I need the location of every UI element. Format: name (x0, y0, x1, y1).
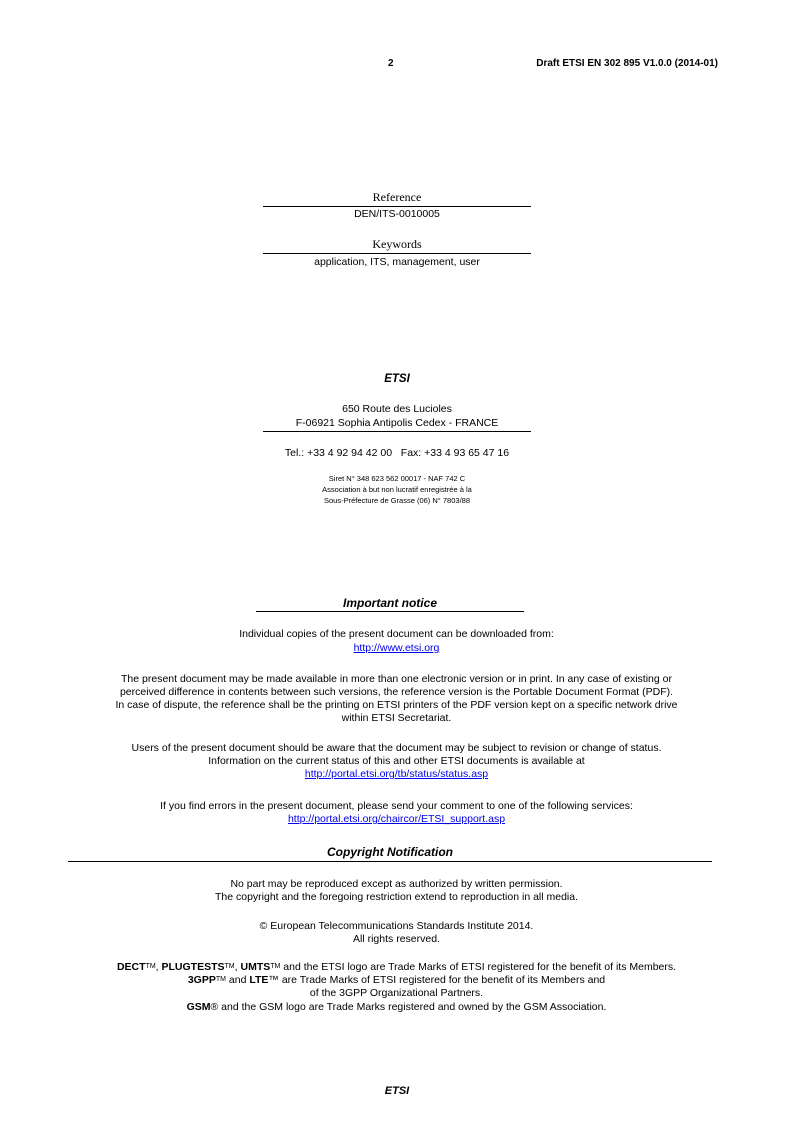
tm-line-4-text: ® and the GSM logo are Trade Marks registered and owned by the GSM Association. (210, 1001, 607, 1013)
org-name: ETSI (384, 373, 410, 385)
errors-text: If you find errors in the present document, please send your comment to one of the following services: (160, 800, 633, 812)
legal-line-1: Siret N° 348 623 562 00017 - NAF 742 C (328, 474, 466, 483)
copyright-line-3: © European Telecommunications Standards Institute 2014. (259, 920, 534, 932)
download-text: Individual copies of the present document can be downloaded from: (239, 628, 554, 640)
versions-line-2: perceived difference in contents between such versions, the reference version is the Portable Document Format (PDF). (119, 686, 674, 698)
versions-line-4: within ETSI Secretariat. (341, 712, 452, 724)
etsi-website-link[interactable]: http://www.etsi.org (353, 642, 440, 654)
versions-line-3: In case of dispute, the reference shall be the printing on ETSI printers of the PDF version kept on a specific network drive (115, 699, 678, 711)
reference-label: Reference (372, 190, 422, 204)
versions-line-1: The present document may be made available in more than one electronic version or in print. In any case of existing or (121, 673, 672, 685)
copyright-line-4: All rights reserved. (353, 933, 440, 945)
tm-mark: TM (224, 963, 235, 970)
tm-plugtests: PLUGTESTS (161, 961, 225, 973)
phone-fax: Tel.: +33 4 92 94 42 00 Fax: +33 4 93 65 47 16 (284, 447, 510, 459)
reference-divider (263, 206, 531, 207)
tm-lte: LTE (249, 974, 269, 986)
tm-umts: UMTS (240, 961, 271, 973)
tm-and: and (228, 974, 247, 986)
keywords-divider (263, 253, 531, 254)
copyright-title: Copyright Notification (327, 845, 453, 859)
trademark-line-2 (20, 974, 773, 987)
tm-mark: TM (270, 963, 281, 970)
copyright-line-1: No part may be reproduced except as authorized by written permission. (230, 878, 563, 890)
tm-gsm: GSM (186, 1001, 211, 1013)
important-notice-divider (256, 611, 524, 612)
important-notice-title: Important notice (342, 596, 437, 610)
trademark-line-3: of the 3GPP Organizational Partners. (309, 987, 484, 999)
tm-line-2-text: ™ are Trade Marks of ETSI registered for the benefit of its Members and (268, 974, 606, 986)
copyright-divider (68, 861, 712, 862)
support-link[interactable]: http://portal.etsi.org/chaircor/ETSI_support.asp (287, 813, 506, 825)
trademark-line-4 (20, 1001, 773, 1014)
keywords-label: Keywords (372, 237, 422, 251)
address-line-2: F-06921 Sophia Antipolis Cedex - FRANCE (295, 417, 499, 429)
address-line-1: 650 Route des Lucioles (342, 403, 452, 415)
status-line-1: Users of the present document should be aware that the document may be subject to revision or change of status. (131, 742, 662, 754)
copyright-line-2: The copyright and the foregoing restriction extend to reproduction in all media. (214, 891, 579, 903)
keywords-value: application, ITS, management, user (314, 256, 480, 268)
tm-line-1-text: and the ETSI logo are Trade Marks of ETSI registered for the benefit of its Members. (283, 961, 677, 973)
page-number: 2 (388, 58, 394, 69)
status-link[interactable]: http://portal.etsi.org/tb/status/status.asp (304, 768, 489, 780)
document-title: Draft ETSI EN 302 895 V1.0.0 (2014-01) (536, 58, 718, 69)
legal-line-2: Association à but non lucratif enregistrée à la (322, 485, 472, 494)
reference-value: DEN/ITS-0010005 (354, 208, 440, 220)
tm-mark: TM (145, 963, 156, 970)
tm-mark: TM (215, 976, 226, 983)
address-divider (263, 431, 531, 432)
tm-dect: DECT (116, 961, 146, 973)
status-line-2: Information on the current status of this and other ETSI documents is available at (208, 755, 585, 767)
tm-3gpp: 3GPP (187, 974, 216, 986)
footer-etsi: ETSI (384, 1085, 410, 1097)
trademark-line-1: DECT™, PLUGTESTS™, UMTS™ and the ETSI logo are Trade Marks of ETSI registered for the benefit of its Members. (116, 961, 677, 973)
legal-line-3: Sous-Préfecture de Grasse (06) N° 7803/88 (324, 496, 470, 505)
